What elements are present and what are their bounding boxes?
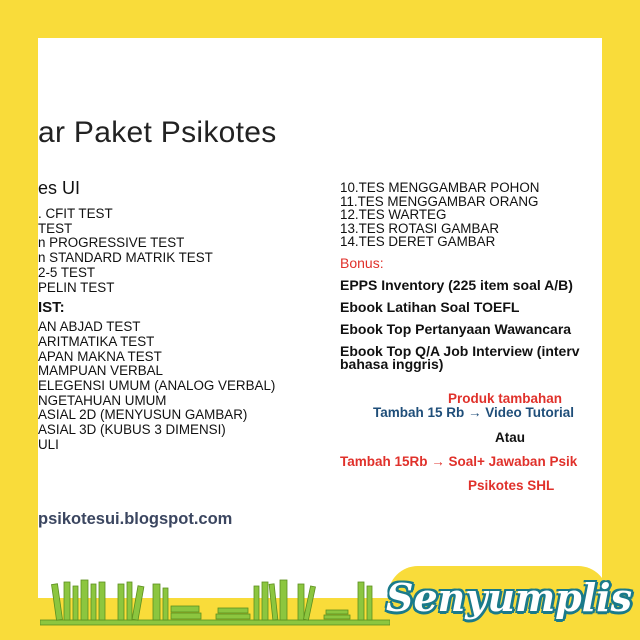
test-list-continued <box>340 181 602 249</box>
book-icon <box>262 582 268 620</box>
list-item: 13.TES ROTASI GAMBAR <box>340 220 499 236</box>
book-icon <box>52 584 63 620</box>
shelf-base <box>40 620 390 625</box>
bonus-item-line: bahasa inggris) <box>340 355 444 372</box>
book-icon <box>127 582 132 620</box>
psikotes-shl-label: Psikotes SHL <box>468 478 555 493</box>
bookshelf-illustration <box>40 572 390 626</box>
list-item: ARITMATIKA TEST <box>38 333 155 349</box>
book-icon <box>171 613 201 619</box>
list-item: 14.TES DERET GAMBAR <box>340 234 496 250</box>
bonus-item: Ebook Top Pertanyaan Wawancara <box>340 320 572 337</box>
slide <box>38 38 602 598</box>
book-icon <box>99 582 105 620</box>
slide-title: ar Paket Psikotes <box>38 116 277 149</box>
book-icon <box>298 584 304 620</box>
list-item: AN ABJAD TEST <box>38 319 141 335</box>
book-icon <box>326 610 348 614</box>
list-item: n STANDARD MATRIK TEST <box>38 250 213 266</box>
video-tutorial-offer: Tambah 15 Rb → Video Tutorial <box>373 405 575 420</box>
list-item: ASIAL 3D (KUBUS 3 DIMENSI) <box>38 422 226 438</box>
book-icon <box>153 584 160 620</box>
book-icon <box>218 608 248 613</box>
book-icon <box>118 584 124 620</box>
list-item: 10.TES MENGGAMBAR POHON <box>340 180 540 195</box>
list-item: NGETAHUAN UMUM <box>38 392 167 408</box>
bonus-item-line: Ebook Top Q/A Job Interview (interv <box>340 342 580 359</box>
book-icon <box>254 586 259 620</box>
list-item: PELIN TEST <box>38 279 115 295</box>
book-icon <box>73 586 78 620</box>
book-icon <box>171 606 199 612</box>
list-item: TEST <box>38 220 73 236</box>
blog-url: psikotesui.blogspot.com <box>38 510 233 528</box>
bonus-label: Bonus: <box>340 254 384 271</box>
list-item: ASIAL 2D (MENYUSUN GAMBAR) <box>38 407 248 423</box>
book-icon <box>304 586 316 620</box>
ist-heading: IST: <box>38 299 65 317</box>
list-item: . CFIT TEST <box>38 206 113 221</box>
ist-list <box>38 320 338 452</box>
atau-label: Atau <box>495 430 525 445</box>
list-item: n PROGRESSIVE TEST <box>38 235 185 251</box>
bonus-list <box>340 276 602 372</box>
book-icon <box>163 588 168 620</box>
book-icon <box>132 586 144 621</box>
list-item: 2-5 TEST <box>38 264 96 280</box>
bonus-item <box>340 342 602 372</box>
list-item: APAN MAKNA TEST <box>38 348 162 364</box>
test-list <box>38 207 338 295</box>
left-column <box>38 178 338 453</box>
list-item: ELEGENSI UMUM (ANALOG VERBAL) <box>38 378 276 394</box>
soal-jawaban-offer: Tambah 15Rb → Soal+ Jawaban Psik <box>340 454 578 469</box>
section-heading: es UI <box>38 178 81 198</box>
list-item: 11.TES MENGGAMBAR ORANG <box>340 193 539 209</box>
bonus-item: Ebook Latihan Soal TOEFL <box>340 298 520 315</box>
book-icon <box>358 582 364 620</box>
book-icon <box>91 584 96 620</box>
book-icon <box>367 586 372 620</box>
list-item: 12.TES WARTEG <box>340 207 447 223</box>
list-item: ULI <box>38 436 59 452</box>
book-icon <box>324 615 350 619</box>
book-icon <box>64 582 70 620</box>
list-item: MAMPUAN VERBAL <box>38 363 164 379</box>
bonus-item: EPPS Inventory (225 item soal A/B) <box>340 276 573 293</box>
right-column <box>340 181 602 380</box>
book-icon <box>280 580 287 620</box>
book-icon <box>81 580 88 620</box>
brand-logo: Senyumplis <box>386 575 632 620</box>
produk-tambahan-label: Produk tambahan <box>448 391 563 406</box>
book-icon <box>216 614 250 619</box>
book-icon <box>269 584 278 620</box>
